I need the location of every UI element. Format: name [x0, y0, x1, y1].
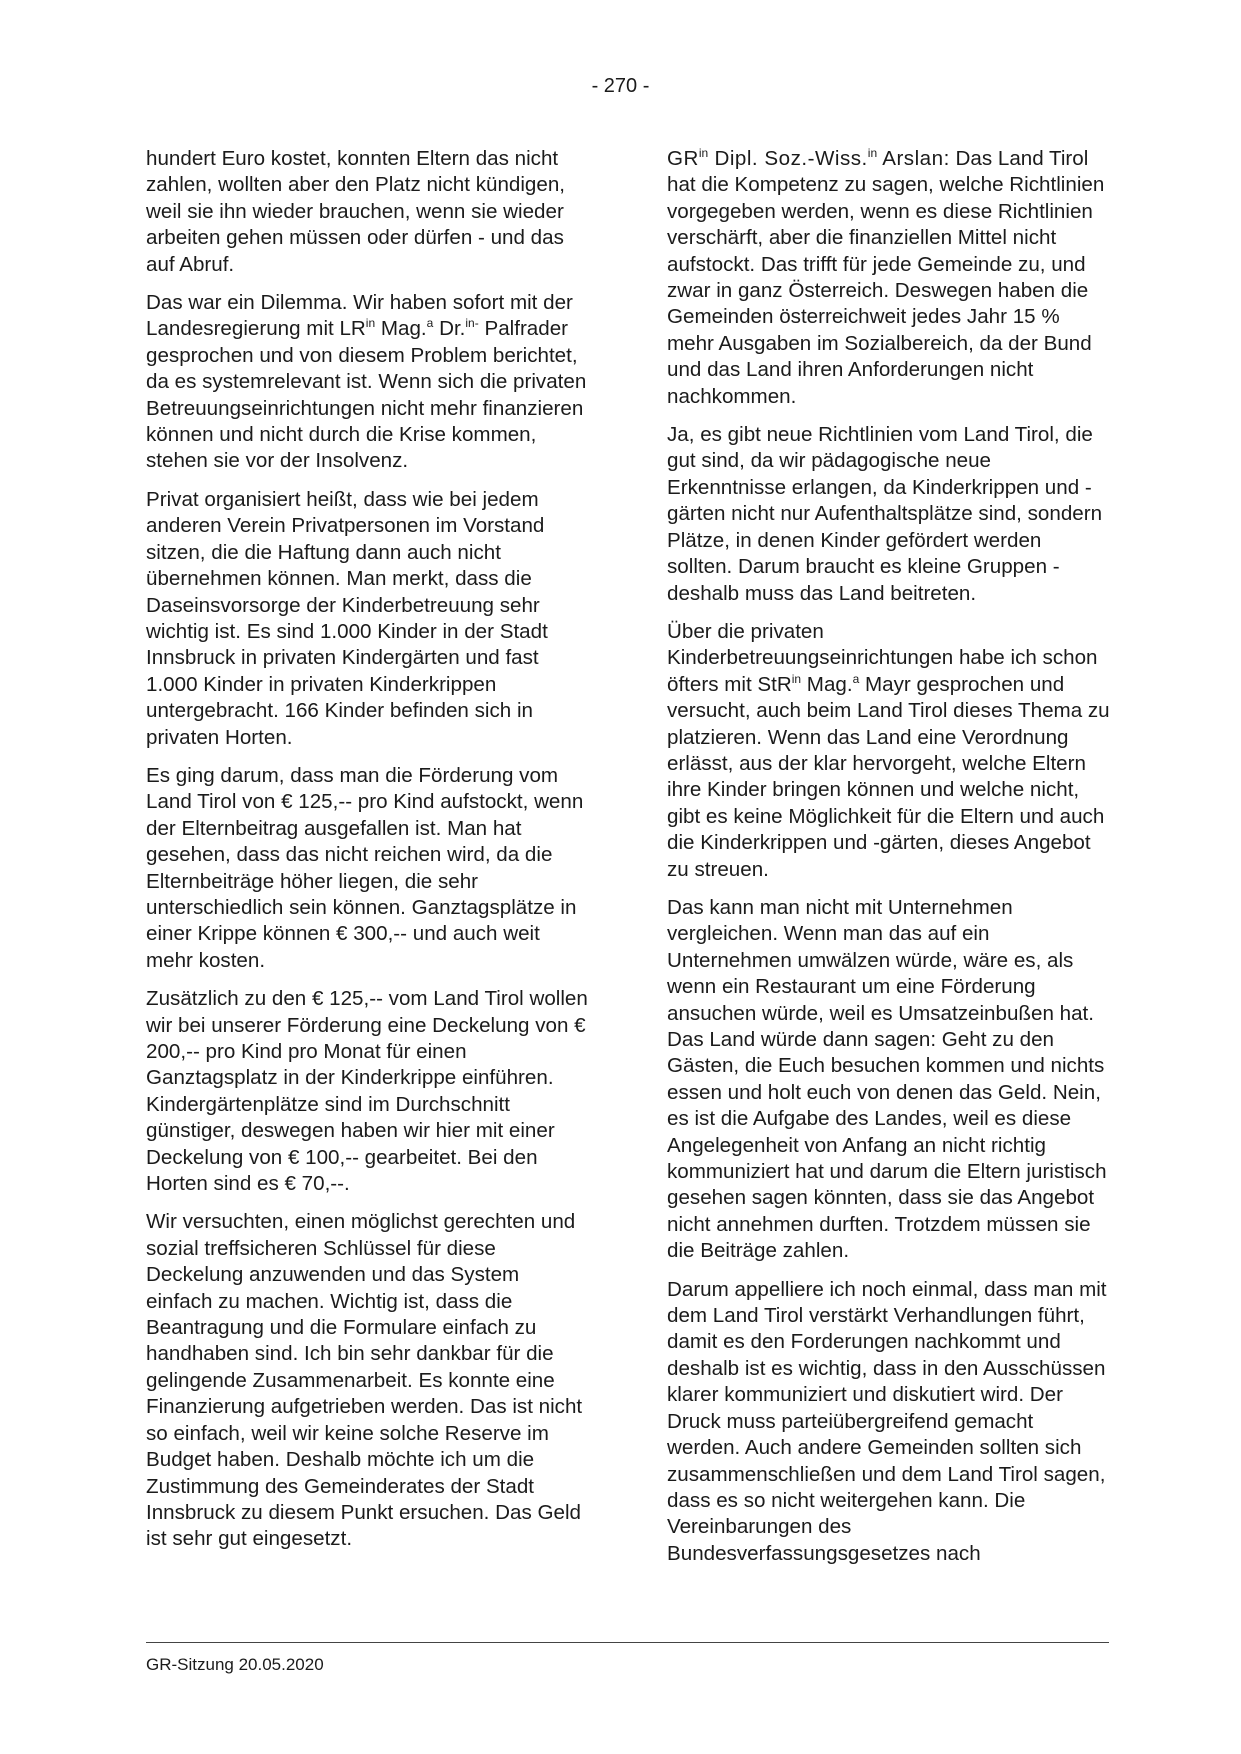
paragraph: hundert Euro kostet, konnten Eltern das nicht zahlen, wollten aber den Platz nicht kündigen, weil sie ihn wieder brauchen, wenn sie wieder arbeiten gehen müssen oder dürfen - und das auf Abruf. [146, 147, 566, 276]
text: Mag. [375, 317, 427, 341]
footer-divider [146, 1642, 1109, 1643]
text: Das war ein Dilemma. Wir haben sofort mit der Landesregierung mit LR [146, 291, 573, 341]
paragraph: Privat organisiert heißt, dass wie bei jedem anderen Verein Privatpersonen im Vorstand sitzen, die die Haftung dann auch nicht übernehmen können. Man merkt, dass die Daseinsvorsorge der Kinderbetreuung sehr wichtig ist. Es sind 1.000 Kinder in der Stadt Innsbruck in privaten Kindergärten und fast 1.000 Kinder in privaten Kinderkrippen untergebracht. 166 Kinder befinden sich in privaten Horten. [146, 487, 548, 749]
speaker-title: Dipl. Soz.-Wiss. [708, 147, 868, 170]
speaker-name: Arslan: [877, 147, 950, 170]
speaker-paragraph [667, 146, 1110, 410]
paragraph: Ja, es gibt neue Richtlinien vom Land Tirol, die gut sind, da wir pädagogische neue Erkenntnisse erlangen, da Kinderkrippen und -gärten nicht nur Aufenthaltsplätze sind, sondern Plätze, in denen Kinder gefördert werden sollten. Darum braucht es kleine Gruppen - deshalb muss das Land beitreten. [667, 423, 1103, 605]
superscript: in [365, 316, 376, 331]
page-number: - 270 - [591, 75, 650, 97]
text: Palfrader gesprochen und von diesem Problem berichtet, da es systemrelevant ist. Wenn sich die privaten Betreuungseinrichtungen nicht mehr finanzieren können und nicht durch die Krise kommen, stehen sie vor der Insolvenz. [146, 317, 587, 473]
superscript: a [852, 671, 860, 686]
paragraph [146, 290, 589, 475]
footer-session-date: GR-Sitzung 20.05.2020 [146, 1655, 324, 1674]
superscript: in [698, 146, 709, 160]
paragraph: Darum appelliere ich noch einmal, dass man mit dem Land Tirol verstärkt Verhandlungen führt, damit es den Forderungen nachkommt und deshalb ist es wichtig, dass in den Ausschüssen klarer kommuniziert und diskutiert wird. Der Druck muss parteiübergreifend gemacht werden. Auch andere Gemeinden sollten sich zusammenschließen und dem Land Tirol sagen, dass es so nicht weitergehen kann. Die Vereinbarungen des Bundesverfassungsgesetzes nach [667, 1277, 1107, 1565]
text: Dr. [433, 317, 466, 341]
text: Mag. [801, 672, 853, 696]
right-column [667, 146, 1110, 1579]
text: Das Land Tirol hat die Kompetenz zu sagen, welche Richtlinien vorgegeben werden, wenn es diese Richtlinien verschärft, aber die finanziellen Mittel nicht aufstockt. Das trifft für jede Gemeinde zu, und zwar in ganz Österreich. Deswegen haben die Gemeinden österreichweit jedes Jahr 15 % mehr Ausgaben im Sozialbereich, da der Bund und das Land ihren Anforderungen nicht nachkommen. [667, 147, 1105, 408]
paragraph [667, 619, 1110, 883]
paragraph: Das kann man nicht mit Unternehmen vergleichen. Wenn man das auf ein Unternehmen umwälzen würde, wäre es, als wenn ein Restaurant um eine Förderung ansuchen würde, weil es Umsatzeinbußen hat. Das Land würde dann sagen: Geht zu den Gästen, die Euch besuchen kommen und nichts essen und holt euch von denen das Geld. Nein, es ist die Aufgabe des Landes, weil es diese Angelegenheit von Anfang an nicht richtig kommuniziert hat und darum die Eltern juristisch gesehen sagen könnten, dass sie das Angebot nicht annehmen durften. Trotzdem müssen sie die Beiträge zahlen. [667, 895, 1107, 1263]
speaker-gr: GR [667, 147, 699, 170]
superscript: a [426, 316, 434, 331]
superscript: in [867, 146, 878, 160]
text: Mayr gesprochen und versucht, auch beim Land Tirol dieses Thema zu platzieren. Wenn das Land eine Verordnung erlässt, aus der klar hervorgeht, welche Eltern ihre Kinder bringen können und welche nicht, gibt es keine Möglichkeit für die Eltern und auch die Kinderkrippen und -gärten, dieses Angebot zu streuen. [667, 672, 1110, 881]
superscript: in- [465, 316, 479, 331]
text: Über die privaten Kinderbetreuungseinrichtungen habe ich schon öfters mit StR [667, 619, 1098, 696]
paragraph: Wir versuchten, einen möglichst gerechten und sozial treffsicheren Schlüssel für diese Deckelung anzuwenden und das System einfach zu machen. Wichtig ist, dass die Beantragung und die Formulare einfach zu handhaben sind. Ich bin sehr dankbar für die gelingende Zusammenarbeit. Es konnte eine Finanzierung aufgetrieben werden. Das ist nicht so einfach, weil wir keine solche Reserve im Budget haben. Deshalb möchte ich um die Zustimmung des Gemeinderates der Stadt Innsbruck zu diesem Punkt ersuchen. Das Geld ist sehr gut eingesetzt. [146, 1210, 583, 1551]
left-column [146, 146, 589, 1565]
paragraph: Es ging darum, dass man die Förderung vom Land Tirol von € 125,-- pro Kind aufstockt, wenn der Elternbeitrag ausgefallen ist. Man hat gesehen, dass das nicht reichen wird, da die Elternbeiträge höher liegen, die sehr unterschiedlich sein können. Ganztagsplätze in einer Krippe können € 300,-- und auch weit mehr kosten. [146, 763, 584, 972]
paragraph: Zusätzlich zu den € 125,-- vom Land Tirol wollen wir bei unserer Förderung eine Deckelung von € 200,-- pro Kind pro Monat für einen Ganztagsplatz in der Kinderkrippe einführen. Kindergärtenplätze sind im Durchschnitt günstiger, deswegen haben wir hier mit einer Deckelung von € 100,-- gearbeitet. Bei den Horten sind es € 70,--. [146, 987, 588, 1196]
superscript: in [791, 671, 802, 686]
